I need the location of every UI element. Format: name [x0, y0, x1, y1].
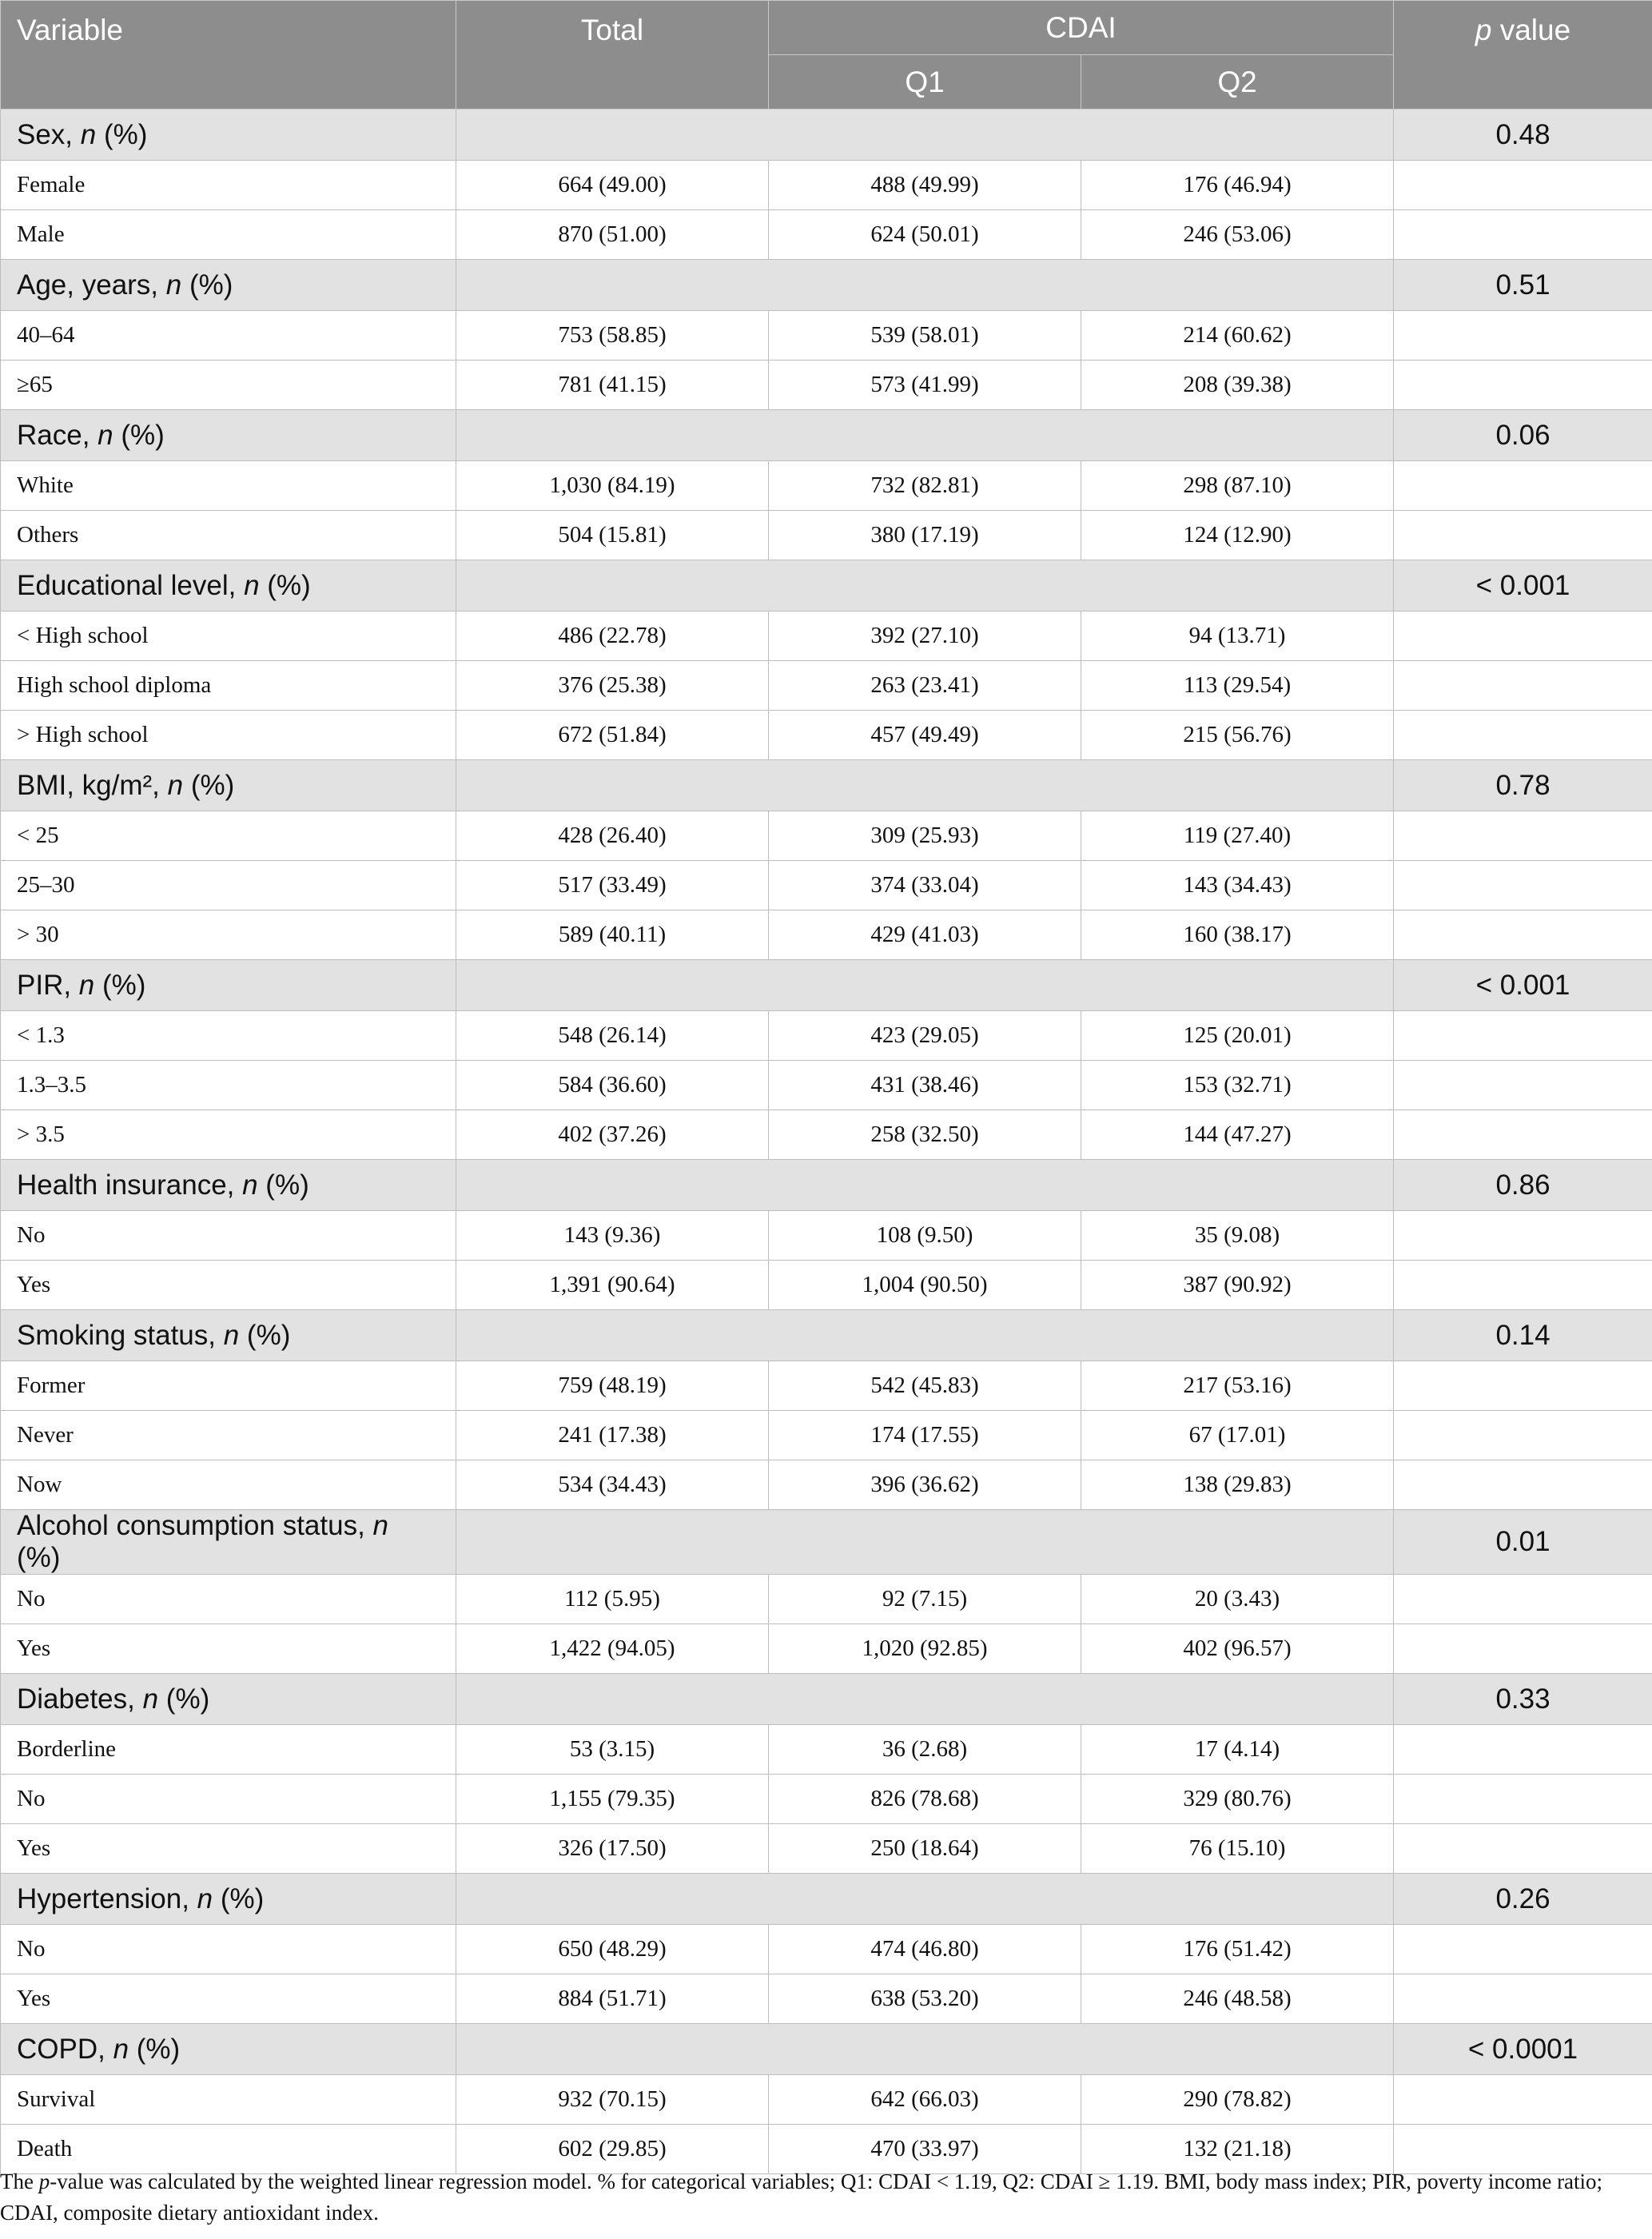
- cell-q2: 67 (17.01): [1081, 1411, 1394, 1460]
- group-label-text: Alcohol consumption status,: [17, 1510, 373, 1541]
- row-label: No: [1, 1211, 456, 1261]
- table-row: [1, 1011, 1652, 1061]
- cell-p-empty: [1394, 1411, 1652, 1460]
- cell-q2: 402 (96.57): [1081, 1624, 1394, 1674]
- group-p-value: < 0.0001: [1394, 2024, 1652, 2075]
- cell-total: 402 (37.26): [456, 1110, 769, 1160]
- group-label-suffix: (%): [94, 969, 146, 1001]
- cell-q2: 217 (53.16): [1081, 1361, 1394, 1411]
- cell-q1: 1,004 (90.50): [769, 1261, 1081, 1310]
- row-label: < High school: [1, 612, 456, 661]
- table-row: [1, 1974, 1652, 2024]
- cell-p-empty: [1394, 1011, 1652, 1061]
- row-label: Former: [1, 1361, 456, 1411]
- cell-p-empty: [1394, 1925, 1652, 1974]
- cell-total: 517 (33.49): [456, 861, 769, 910]
- cell-p-empty: [1394, 1575, 1652, 1624]
- cell-total: 1,422 (94.05): [456, 1624, 769, 1674]
- cell-total: 53 (3.15): [456, 1725, 769, 1775]
- table-row: [1, 711, 1652, 760]
- table-row: [1, 210, 1652, 260]
- group-spacer: [456, 1310, 1394, 1361]
- cell-q1: 470 (33.97): [769, 2125, 1081, 2174]
- group-row: [1, 1160, 1652, 1211]
- cell-p-empty: [1394, 661, 1652, 711]
- row-label: White: [1, 461, 456, 511]
- cell-q1: 429 (41.03): [769, 910, 1081, 960]
- cell-total: 241 (17.38): [456, 1411, 769, 1460]
- cell-total: 376 (25.38): [456, 661, 769, 711]
- cell-q1: 423 (29.05): [769, 1011, 1081, 1061]
- group-p-value: 0.86: [1394, 1160, 1652, 1211]
- group-row: [1, 760, 1652, 811]
- group-spacer: [456, 1874, 1394, 1925]
- group-row: [1, 410, 1652, 461]
- cell-q1: 826 (78.68): [769, 1775, 1081, 1824]
- group-row: [1, 110, 1652, 161]
- table-row: [1, 1824, 1652, 1874]
- cell-total: 753 (58.85): [456, 311, 769, 361]
- group-label: [1, 1310, 456, 1361]
- table-row: [1, 1110, 1652, 1160]
- row-label: Death: [1, 2125, 456, 2174]
- group-label-suffix: (%): [239, 1319, 291, 1351]
- group-label-suffix: (%): [257, 1169, 309, 1201]
- cell-p-empty: [1394, 161, 1652, 210]
- cell-q1: 380 (17.19): [769, 511, 1081, 560]
- cell-total: 486 (22.78): [456, 612, 769, 661]
- cell-total: 504 (15.81): [456, 511, 769, 560]
- cell-q2: 132 (21.18): [1081, 2125, 1394, 2174]
- group-label-n: n: [223, 1319, 240, 1351]
- cell-q1: 542 (45.83): [769, 1361, 1081, 1411]
- group-spacer: [456, 560, 1394, 612]
- cell-total: 589 (40.11): [456, 910, 769, 960]
- cell-q1: 638 (53.20): [769, 1974, 1081, 2024]
- cell-p-empty: [1394, 1725, 1652, 1775]
- row-label: 40–64: [1, 311, 456, 361]
- header-total: Total: [456, 1, 769, 110]
- cell-q1: 642 (66.03): [769, 2075, 1081, 2125]
- header-p-value: [1394, 1, 1652, 110]
- group-label: [1, 110, 456, 161]
- cell-p-empty: [1394, 361, 1652, 410]
- cell-p-empty: [1394, 210, 1652, 260]
- row-label: ≥65: [1, 361, 456, 410]
- group-p-value: 0.06: [1394, 410, 1652, 461]
- cell-q2: 208 (39.38): [1081, 361, 1394, 410]
- cell-q2: 125 (20.01): [1081, 1011, 1394, 1061]
- table-footnote: [0, 2166, 1630, 2229]
- table-row: [1, 1460, 1652, 1510]
- group-p-value: 0.14: [1394, 1310, 1652, 1361]
- cell-q2: 298 (87.10): [1081, 461, 1394, 511]
- group-spacer: [456, 760, 1394, 811]
- row-label: Others: [1, 511, 456, 560]
- cell-q2: 76 (15.10): [1081, 1824, 1394, 1874]
- group-p-value: 0.51: [1394, 260, 1652, 311]
- group-p-value: 0.78: [1394, 760, 1652, 811]
- footnote-prefix: The: [0, 2169, 39, 2193]
- group-label-text: Race,: [17, 419, 98, 451]
- table-header: [1, 1, 1652, 110]
- cell-p-empty: [1394, 1261, 1652, 1310]
- cell-total: 932 (70.15): [456, 2075, 769, 2125]
- cell-q2: 17 (4.14): [1081, 1725, 1394, 1775]
- cell-total: 548 (26.14): [456, 1011, 769, 1061]
- cell-q2: 246 (53.06): [1081, 210, 1394, 260]
- cell-q2: 290 (78.82): [1081, 2075, 1394, 2125]
- cell-total: 143 (9.36): [456, 1211, 769, 1261]
- cell-q1: 624 (50.01): [769, 210, 1081, 260]
- cell-q2: 329 (80.76): [1081, 1775, 1394, 1824]
- cell-total: 584 (36.60): [456, 1061, 769, 1110]
- group-row: [1, 960, 1652, 1011]
- group-p-value: 0.33: [1394, 1674, 1652, 1725]
- group-label-text: BMI, kg/m²,: [17, 769, 168, 801]
- table-row: [1, 1061, 1652, 1110]
- header-cdai: CDAI: [769, 1, 1394, 55]
- group-row: [1, 1874, 1652, 1925]
- cell-p-empty: [1394, 1061, 1652, 1110]
- group-label: [1, 1510, 456, 1575]
- cell-q2: 176 (46.94): [1081, 161, 1394, 210]
- cell-q1: 732 (82.81): [769, 461, 1081, 511]
- row-label: Female: [1, 161, 456, 210]
- header-q2: Q2: [1081, 55, 1394, 110]
- group-row: [1, 1674, 1652, 1725]
- row-label: Now: [1, 1460, 456, 1510]
- group-p-value: < 0.001: [1394, 560, 1652, 612]
- table-row: [1, 661, 1652, 711]
- group-row: [1, 1310, 1652, 1361]
- row-label: Yes: [1, 1261, 456, 1310]
- group-label-text: Sex,: [17, 118, 81, 150]
- row-label: No: [1, 1775, 456, 1824]
- header-p-italic: p: [1475, 14, 1492, 46]
- cell-q1: 36 (2.68): [769, 1725, 1081, 1775]
- table-row: [1, 311, 1652, 361]
- group-label: [1, 560, 456, 612]
- group-label-text: Smoking status,: [17, 1319, 224, 1351]
- cell-total: 664 (49.00): [456, 161, 769, 210]
- cell-q2: 143 (34.43): [1081, 861, 1394, 910]
- row-label: No: [1, 1575, 456, 1624]
- group-label-suffix: (%): [129, 2033, 181, 2065]
- cell-p-empty: [1394, 711, 1652, 760]
- group-label-text: Educational level,: [17, 569, 245, 601]
- cell-total: 326 (17.50): [456, 1824, 769, 1874]
- cell-total: 428 (26.40): [456, 811, 769, 861]
- group-label-n: n: [372, 1510, 388, 1541]
- row-label: Yes: [1, 1824, 456, 1874]
- group-label-suffix: (%): [181, 269, 233, 301]
- cell-q1: 108 (9.50): [769, 1211, 1081, 1261]
- cell-q2: 20 (3.43): [1081, 1575, 1394, 1624]
- cell-total: 672 (51.84): [456, 711, 769, 760]
- cell-q1: 396 (36.62): [769, 1460, 1081, 1510]
- group-label-text: Age, years,: [17, 269, 166, 301]
- cell-q2: 246 (48.58): [1081, 1974, 1394, 2024]
- group-p-value: 0.01: [1394, 1510, 1652, 1575]
- table-row: [1, 1411, 1652, 1460]
- cell-p-empty: [1394, 1361, 1652, 1411]
- cell-p-empty: [1394, 612, 1652, 661]
- group-row: [1, 1510, 1652, 1575]
- cell-q1: 374 (33.04): [769, 861, 1081, 910]
- group-label-suffix: (%): [17, 1542, 61, 1573]
- cell-q1: 258 (32.50): [769, 1110, 1081, 1160]
- row-label: > 30: [1, 910, 456, 960]
- group-label: [1, 2024, 456, 2075]
- group-label-suffix: (%): [96, 118, 148, 150]
- cell-p-empty: [1394, 461, 1652, 511]
- row-label: Yes: [1, 1974, 456, 2024]
- table-row: [1, 1725, 1652, 1775]
- cell-p-empty: [1394, 1211, 1652, 1261]
- cell-total: 884 (51.71): [456, 1974, 769, 2024]
- group-label-suffix: (%): [183, 769, 235, 801]
- cell-q2: 214 (60.62): [1081, 311, 1394, 361]
- group-label-suffix: (%): [213, 1882, 265, 1914]
- cell-q2: 144 (47.27): [1081, 1110, 1394, 1160]
- group-label-n: n: [80, 118, 97, 150]
- group-label: [1, 410, 456, 461]
- cell-p-empty: [1394, 1775, 1652, 1824]
- group-label-n: n: [142, 1683, 159, 1715]
- cell-q2: 113 (29.54): [1081, 661, 1394, 711]
- cell-total: 1,030 (84.19): [456, 461, 769, 511]
- cell-q2: 124 (12.90): [1081, 511, 1394, 560]
- cell-q1: 309 (25.93): [769, 811, 1081, 861]
- row-label: > 3.5: [1, 1110, 456, 1160]
- group-label-suffix: (%): [158, 1683, 210, 1715]
- group-label-text: Hypertension,: [17, 1882, 197, 1914]
- table-row: [1, 511, 1652, 560]
- row-label: 25–30: [1, 861, 456, 910]
- cell-total: 759 (48.19): [456, 1361, 769, 1411]
- group-label-n: n: [113, 2033, 129, 2065]
- table-row: [1, 910, 1652, 960]
- group-spacer: [456, 110, 1394, 161]
- group-spacer: [456, 260, 1394, 311]
- cell-p-empty: [1394, 861, 1652, 910]
- group-label: [1, 760, 456, 811]
- row-label: Yes: [1, 1624, 456, 1674]
- row-label: < 1.3: [1, 1011, 456, 1061]
- cell-q2: 119 (27.40): [1081, 811, 1394, 861]
- group-spacer: [456, 1510, 1394, 1575]
- table-row: [1, 1261, 1652, 1310]
- row-label: 1.3–3.5: [1, 1061, 456, 1110]
- cell-q1: 1,020 (92.85): [769, 1624, 1081, 1674]
- group-label-text: Health insurance,: [17, 1169, 243, 1201]
- cell-total: 650 (48.29): [456, 1925, 769, 1974]
- row-label: < 25: [1, 811, 456, 861]
- group-spacer: [456, 1674, 1394, 1725]
- footnote-p-italic: p: [38, 2169, 50, 2193]
- table-body: [1, 110, 1652, 2174]
- row-label: Male: [1, 210, 456, 260]
- group-label: [1, 260, 456, 311]
- cell-q1: 392 (27.10): [769, 612, 1081, 661]
- table-row: [1, 1624, 1652, 1674]
- cell-p-empty: [1394, 2075, 1652, 2125]
- table-row: [1, 1775, 1652, 1824]
- cell-p-empty: [1394, 311, 1652, 361]
- cell-q1: 474 (46.80): [769, 1925, 1081, 1974]
- cell-q1: 92 (7.15): [769, 1575, 1081, 1624]
- row-label: High school diploma: [1, 661, 456, 711]
- cell-p-empty: [1394, 910, 1652, 960]
- group-row: [1, 2024, 1652, 2075]
- cell-q2: 35 (9.08): [1081, 1211, 1394, 1261]
- group-label: [1, 1674, 456, 1725]
- row-label: Survival: [1, 2075, 456, 2125]
- cell-q2: 215 (56.76): [1081, 711, 1394, 760]
- group-label: [1, 1874, 456, 1925]
- row-label: > High school: [1, 711, 456, 760]
- cell-q2: 160 (38.17): [1081, 910, 1394, 960]
- cell-q1: 573 (41.99): [769, 361, 1081, 410]
- group-p-value: < 0.001: [1394, 960, 1652, 1011]
- group-row: [1, 560, 1652, 612]
- group-label-text: PIR,: [17, 969, 79, 1001]
- group-label-n: n: [197, 1882, 213, 1914]
- header-q1: Q1: [769, 55, 1081, 110]
- group-spacer: [456, 1160, 1394, 1211]
- cell-q2: 176 (51.42): [1081, 1925, 1394, 1974]
- table-row: [1, 1361, 1652, 1411]
- cell-q2: 387 (90.92): [1081, 1261, 1394, 1310]
- group-row: [1, 260, 1652, 311]
- row-label: No: [1, 1925, 456, 1974]
- cell-q1: 250 (18.64): [769, 1824, 1081, 1874]
- group-label-text: COPD,: [17, 2033, 113, 2065]
- footnote-text: -value was calculated by the weighted linear regression model. % for categorical variables; Q1: CDAI < 1.19, Q2: CDAI ≥ 1.19. BMI, body mass index; PIR, poverty income ratio; CDAI, composite dietary antioxidant index.: [0, 2169, 1603, 2225]
- cell-q2: 138 (29.83): [1081, 1460, 1394, 1510]
- table-row: [1, 612, 1652, 661]
- table-row: [1, 161, 1652, 210]
- cell-total: 112 (5.95): [456, 1575, 769, 1624]
- cell-q2: 94 (13.71): [1081, 612, 1394, 661]
- header-p-rest: value: [1491, 14, 1571, 46]
- table-row: [1, 1575, 1652, 1624]
- group-label-n: n: [167, 769, 184, 801]
- group-spacer: [456, 960, 1394, 1011]
- group-label-suffix: (%): [259, 569, 311, 601]
- cell-q2: 153 (32.71): [1081, 1061, 1394, 1110]
- table-row: [1, 861, 1652, 910]
- table-row: [1, 811, 1652, 861]
- cell-q1: 488 (49.99): [769, 161, 1081, 210]
- table-row: [1, 461, 1652, 511]
- table-row: [1, 2075, 1652, 2125]
- table-row: [1, 1211, 1652, 1261]
- header-variable: Variable: [1, 1, 456, 110]
- cell-p-empty: [1394, 511, 1652, 560]
- group-spacer: [456, 2024, 1394, 2075]
- group-label-n: n: [244, 569, 260, 601]
- cell-p-empty: [1394, 1460, 1652, 1510]
- cell-total: 1,155 (79.35): [456, 1775, 769, 1824]
- cell-q1: 174 (17.55): [769, 1411, 1081, 1460]
- group-label-n: n: [165, 269, 182, 301]
- group-p-value: 0.48: [1394, 110, 1652, 161]
- group-spacer: [456, 410, 1394, 461]
- cell-q1: 539 (58.01): [769, 311, 1081, 361]
- cell-q1: 263 (23.41): [769, 661, 1081, 711]
- cell-p-empty: [1394, 811, 1652, 861]
- group-label-n: n: [98, 419, 113, 451]
- cell-p-empty: [1394, 1624, 1652, 1674]
- cell-total: 1,391 (90.64): [456, 1261, 769, 1310]
- row-label: Never: [1, 1411, 456, 1460]
- cell-p-empty: [1394, 1974, 1652, 2024]
- cell-total: 781 (41.15): [456, 361, 769, 410]
- group-p-value: 0.26: [1394, 1874, 1652, 1925]
- cell-total: 534 (34.43): [456, 1460, 769, 1510]
- cell-q1: 457 (49.49): [769, 711, 1081, 760]
- group-label-n: n: [242, 1169, 258, 1201]
- cell-q1: 431 (38.46): [769, 1061, 1081, 1110]
- cell-total: 870 (51.00): [456, 210, 769, 260]
- group-label-suffix: (%): [113, 419, 165, 451]
- cell-p-empty: [1394, 1824, 1652, 1874]
- group-label: [1, 1160, 456, 1211]
- cell-p-empty: [1394, 1110, 1652, 1160]
- group-label-text: Diabetes,: [17, 1683, 143, 1715]
- table-row: [1, 1925, 1652, 1974]
- group-label-n: n: [78, 969, 95, 1001]
- table-row: [1, 361, 1652, 410]
- group-label: [1, 960, 456, 1011]
- row-label: Borderline: [1, 1725, 456, 1775]
- cell-total: 602 (29.85): [456, 2125, 769, 2174]
